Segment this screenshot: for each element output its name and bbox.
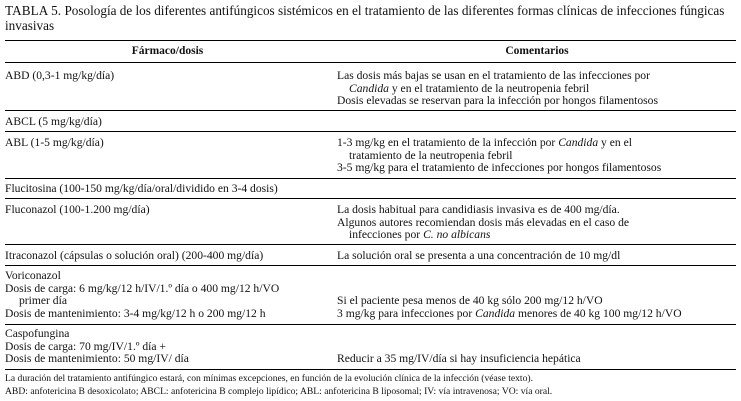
comment-line: infecciones por C. no albicans xyxy=(349,228,491,241)
top-rule xyxy=(5,40,736,41)
comment-line: Candida y en el tratamiento de la neutropenia febril xyxy=(349,81,590,95)
row-rule xyxy=(5,131,736,132)
bottom-rule xyxy=(5,369,736,370)
drug-line: primer día xyxy=(19,294,67,307)
row-rule xyxy=(5,244,736,245)
comment-voriconazol xyxy=(337,295,737,320)
footnote-duration: La duración del tratamiento antifúngico estará, con mínimas excepciones, en función de la evolución clínica de la infección (véase texto). xyxy=(5,373,533,384)
row-rule xyxy=(5,110,736,111)
drug-line: Dosis de carga: 6 mg/kg/12 h/IV/1.º día o 400 mg/12 h/VO xyxy=(5,281,280,295)
comment-line: La dosis habitual para candidiasis invasiva es de 400 mg/día. xyxy=(337,203,620,216)
header-farmaco: Fármaco/dosis xyxy=(131,45,204,57)
row-rule xyxy=(5,198,736,199)
drug-line: Caspofungina xyxy=(5,327,70,340)
comment-line: 3-5 mg/kg para el tratamiento de infecciones por hongos filamentosos xyxy=(337,161,662,174)
footnote-abbreviations: ABD: anfotericina B desoxicolato; ABCL: anfotericina B complejo lipídico; ABL: anfotericina B liposomal; IV: vía intravenosa; VO: vía oral. xyxy=(5,386,553,397)
row-rule xyxy=(5,265,736,266)
comment-line: 3 mg/kg para infecciones por Candida menores de 40 kg 100 mg/12 h/VO xyxy=(337,306,682,320)
table-caption xyxy=(5,3,737,33)
drug-itraconazol: Itraconazol (cápsulas o solución oral) (200-400 mg/día) xyxy=(5,249,264,262)
comment-line: 1-3 mg/kg en el tratamiento de la infección por Candida y en el xyxy=(337,136,632,149)
comment-line: Las dosis más bajas se usan en el tratamiento de las infecciones por xyxy=(337,69,650,82)
comment-abl xyxy=(337,137,737,175)
comment-line: tratamiento de la neutropenia febril xyxy=(349,148,513,162)
drug-caspofungina xyxy=(5,328,330,366)
comment-caspofungina: Reducir a 35 mg/IV/día si hay insuficiencia hepática xyxy=(337,352,581,365)
table-label: TABLA 5. xyxy=(5,3,62,18)
comment-line: Algunos autores recomiendan dosis más elevadas en el caso de xyxy=(337,215,630,229)
comment-line: Si el paciente pesa menos de 40 kg sólo 200 mg/12 h/VO xyxy=(337,294,603,307)
drug-line: Dosis de mantenimiento: 3-4 mg/kg/12 h o 200 mg/12 h xyxy=(5,306,266,320)
drug-voriconazol xyxy=(5,270,330,320)
header-rule xyxy=(5,62,736,63)
comment-line: Dosis elevadas se reservan para la infección por hongos filamentosos xyxy=(337,94,658,107)
drug-line: Dosis de mantenimiento: 50 mg/IV/ día xyxy=(5,352,189,365)
drug-flucitosina: Flucitosina (100-150 mg/kg/día/oral/dividido en 3-4 dosis) xyxy=(5,182,278,195)
drug-line: Dosis de carga: 70 mg/IV/1.º día + xyxy=(5,339,166,353)
comment-fluconazol xyxy=(337,204,737,242)
drug-line: Voriconazol xyxy=(5,269,61,282)
drug-abd: ABD (0,3-1 mg/kg/día) xyxy=(5,69,115,82)
comment-itraconazol: La solución oral se presenta a una concentración de 10 mg/dl xyxy=(337,249,621,262)
table-title: Posología de los diferentes antifúngicos sistémicos en el tratamiento de las diferentes formas clínicas de infecciones fúngicas invasivas xyxy=(5,3,725,33)
drug-abl: ABL (1-5 mg/kg/día) xyxy=(5,136,104,149)
drug-fluconazol: Fluconazol (100-1.200 mg/día) xyxy=(5,203,150,216)
drug-abcl: ABCL (5 mg/kg/día) xyxy=(5,115,102,128)
header-comentarios: Comentarios xyxy=(505,45,569,57)
row-rule xyxy=(5,178,736,179)
comment-abd xyxy=(337,70,737,108)
row-rule xyxy=(5,324,736,325)
